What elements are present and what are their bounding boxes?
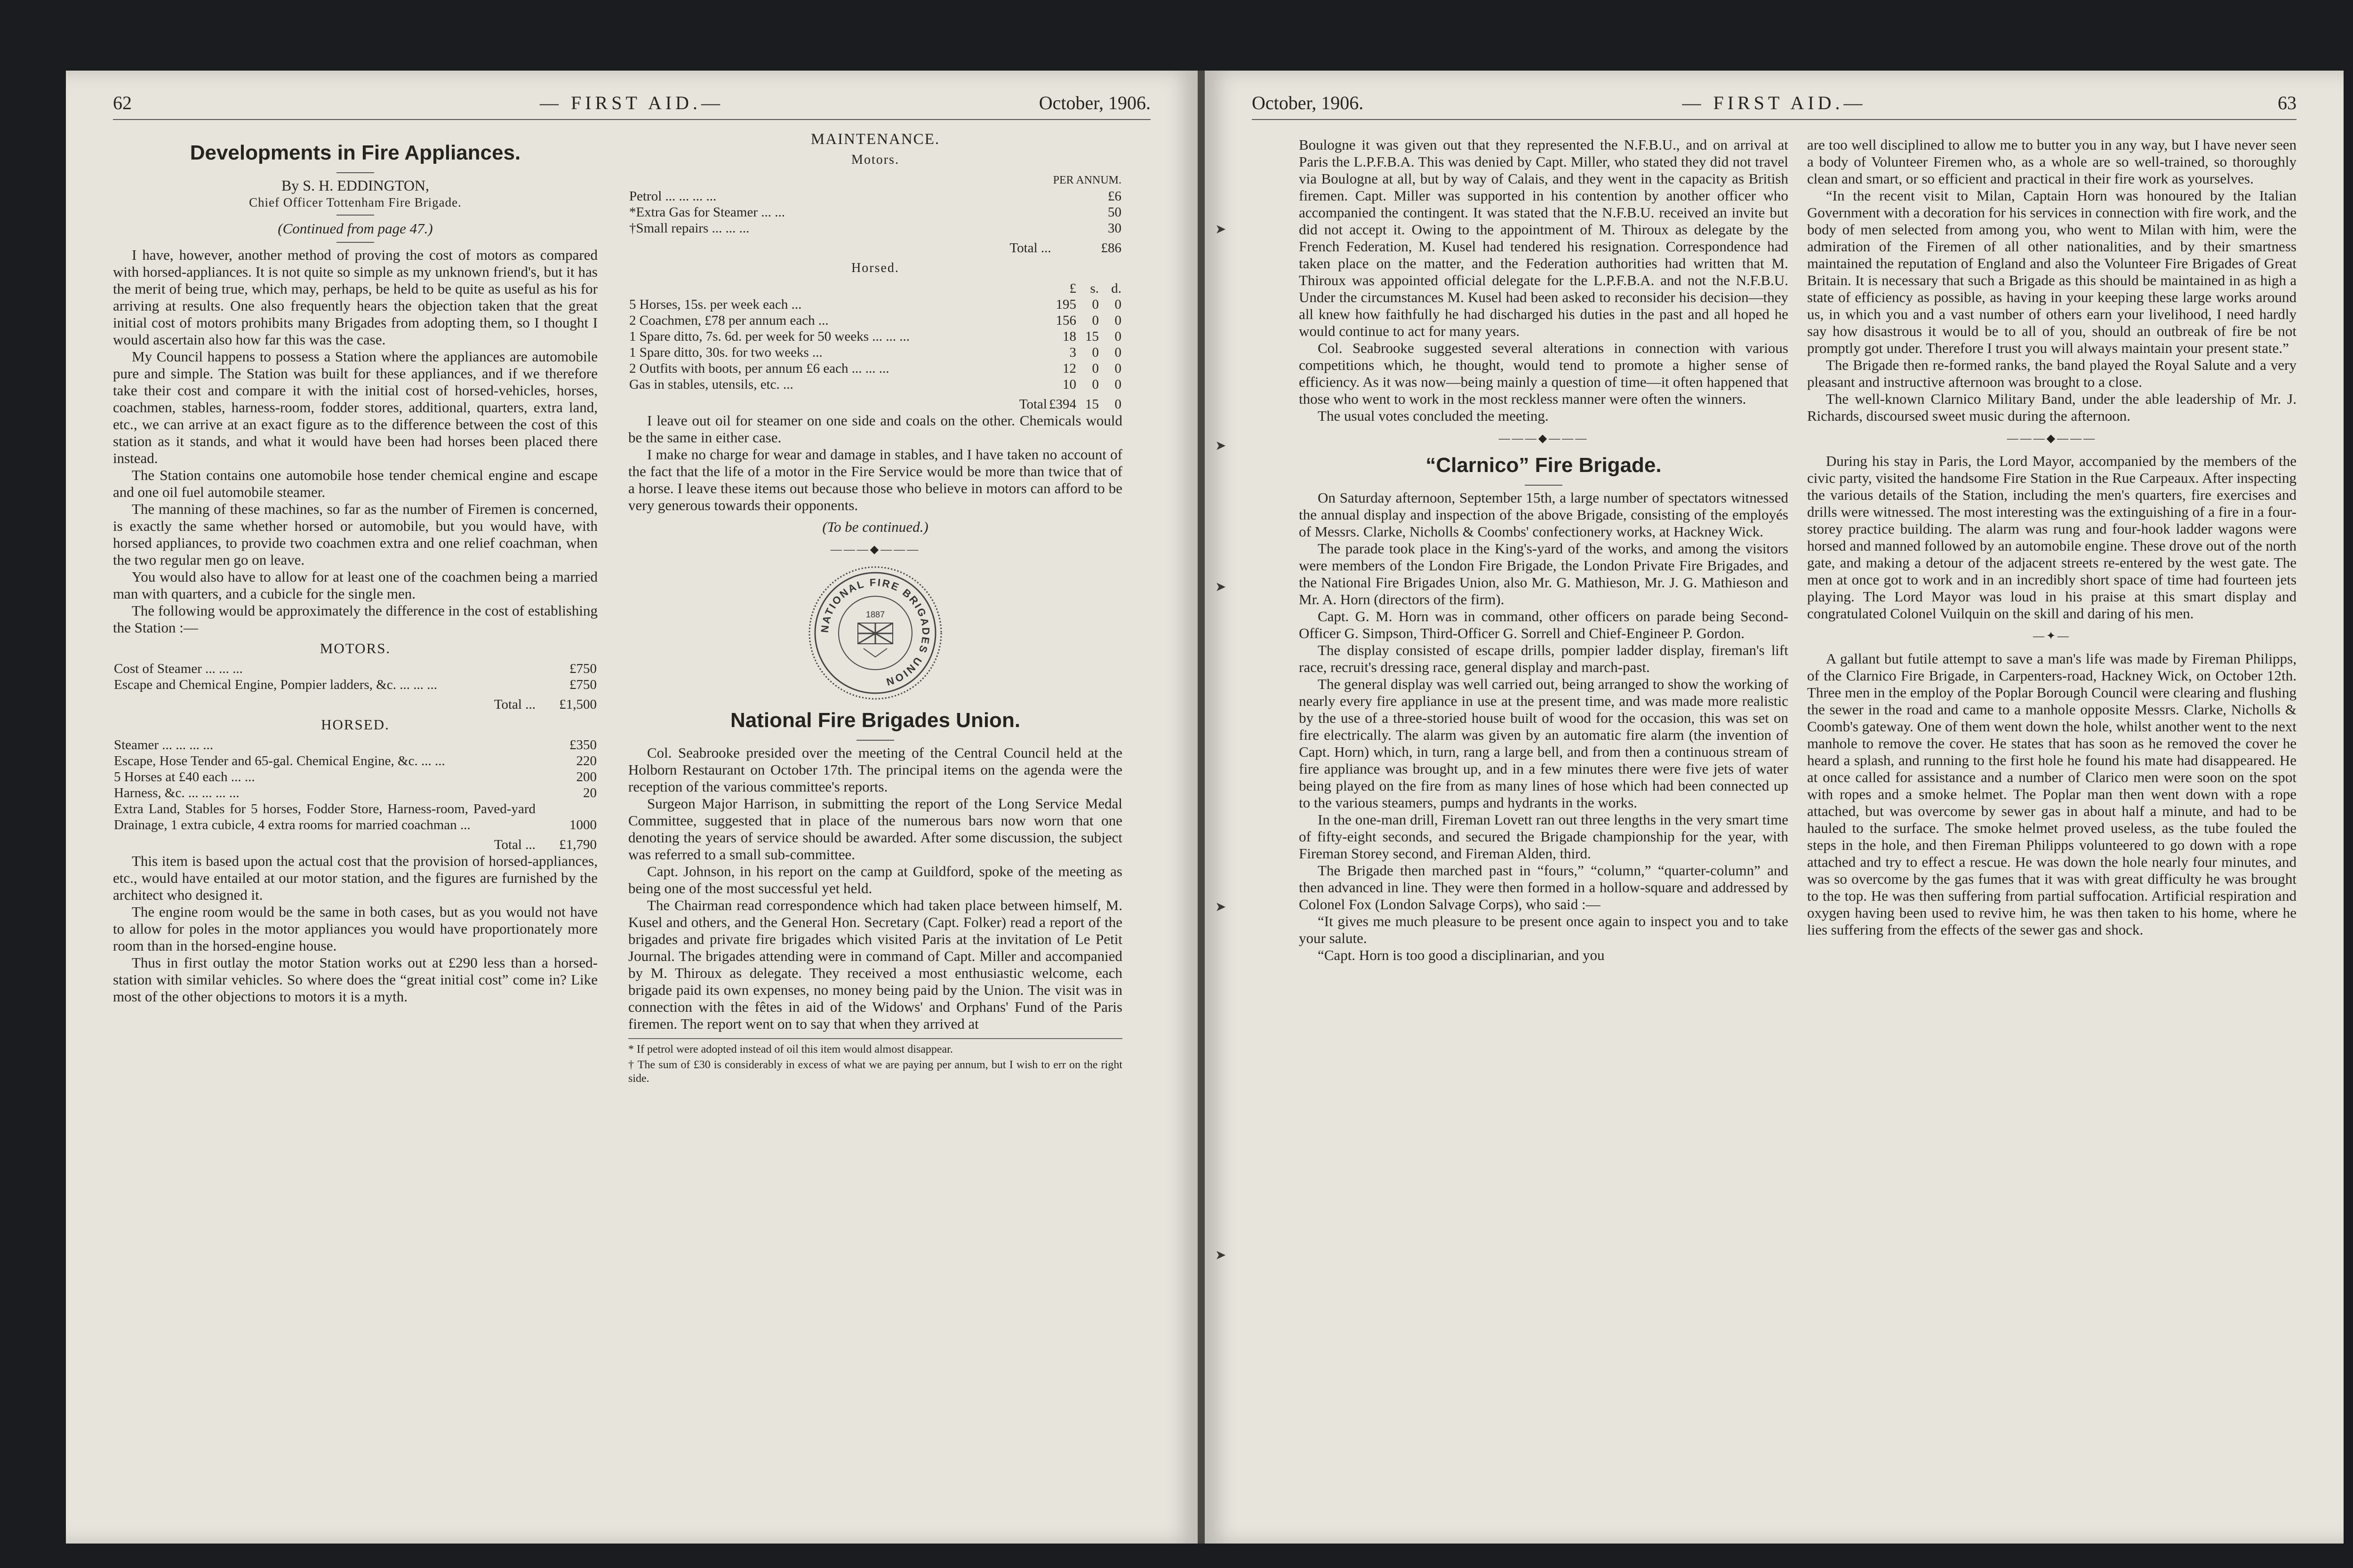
paragraph: Capt. G. M. Horn was in command, other officers on parade being Second-Officer G. Simpson, Third-Officer G. Sorrell and Chief-Engineer P. Gordon. — [1299, 608, 1788, 641]
table-cell: Extra Land, Stables for 5 horses, Fodder Store, Harness-room, Paved-yard Drainage, 1 extra cubicle, 4 extra rooms for married coachman ... — [114, 801, 536, 832]
paragraph: On Saturday afternoon, September 15th, a large number of spectators witnessed the annual display and inspection of the above Brigade, consisting of the employés of Messrs. Clarke, Nicholls & Coombs' confectionery works, at Hackney Wick. — [1299, 489, 1788, 540]
paragraph: The display consisted of escape drills, pompier ladder display, fireman's lift race, recruit's dressing race, general display and march-past. — [1299, 642, 1788, 675]
table-row — [113, 737, 598, 753]
author-credential: Chief Officer Tottenham Fire Brigade. — [249, 195, 462, 209]
paragraph: “It gives me much pleasure to be present once again to inspect you and to take your salute. — [1299, 913, 1788, 946]
table-cell: 0 — [1114, 329, 1121, 344]
table-cell: £6 — [1108, 189, 1121, 204]
paragraph: The following would be approximately the difference in the cost of establishing the Station :— — [113, 602, 598, 636]
table-subheading: Horsed. — [851, 261, 899, 275]
column-header: s. — [1090, 281, 1099, 296]
article-title: National Fire Brigades Union. — [730, 709, 1021, 732]
divider — [856, 740, 894, 741]
nfbu-seal-emblem — [807, 565, 944, 701]
table-cell: 156 — [1056, 313, 1076, 328]
paragraph: This item is based upon the actual cost that the provision of horsed-appliances, etc., would have entailed at our motor station, and the figures are furnished by the architect who designed it. — [113, 853, 598, 903]
table-cell: Escape and Chemical Engine, Pompier ladders, &c. ... ... ... — [114, 677, 437, 692]
paragraph: I leave out oil for steamer on one side and coals on the other. Chemicals would be the same in either case. — [628, 412, 1122, 446]
table-subheading: Motors. — [851, 152, 899, 167]
table-cell: 1 Spare ditto, 7s. 6d. per week for 50 weeks ... ... ... — [629, 329, 910, 344]
table-cell: 0 — [1114, 313, 1121, 328]
ornament-divider: ———◆——— — [830, 544, 920, 556]
paragraph: Capt. Johnson, in his report on the camp at Guildford, spoke of the meeting as being one of the most successful yet held. — [628, 863, 1122, 896]
article-title: Developments in Fire Appliances. — [190, 141, 521, 164]
article-title: “Clarnico” Fire Brigade. — [1425, 454, 1662, 477]
binding-mark: ➤ — [1215, 222, 1226, 237]
paragraph: The well-known Clarnico Military Band, under the able leadership of Mr. J. Richards, discoursed sweet music during the afternoon. — [1807, 391, 2297, 424]
journal-title: — FIRST AID.— — [539, 92, 724, 113]
table-cell: Total ... — [494, 697, 536, 712]
table-cell: Petrol ... ... ... ... — [629, 189, 717, 204]
page-number: 62 — [113, 92, 132, 113]
table-cell: Total — [1019, 397, 1047, 412]
byline: By S. H. EDDINGTON, — [281, 177, 430, 194]
table-total-row — [113, 833, 598, 853]
table-row — [628, 344, 1122, 360]
table-cell: £750 — [569, 677, 597, 692]
ornament-divider: ———◆——— — [2007, 432, 2097, 445]
paragraph: My Council happens to possess a Station where the appliances are automobile pure and simple. The Station was built for these appliances, and if we therefore take their cost and compare it with the initial cost of horsed-vehicles, horses, coachmen, stables, harness-room, fodder stores, additional, quarters, extra land, etc., we can arrive at an exact figure as to the difference between the cost of this station as it stands, and what it would have been had horses been placed there instead. — [113, 348, 598, 466]
footnote: * If petrol were adopted instead of oil this item would almost disappear. — [628, 1043, 953, 1056]
continued-note: (Continued from page 47.) — [278, 220, 433, 237]
paragraph: I make no charge for wear and damage in stables, and I have taken no account of the fact that the life of a motor in the Fire Service would be more than twice that of a horse. I leave these items out because those who believe in motors can afford to be very generous towards their opponents. — [628, 446, 1122, 513]
table-row — [628, 376, 1122, 392]
table-row — [628, 204, 1122, 220]
table-cell: £1,790 — [559, 837, 597, 852]
issue-date: October, 1906. — [1039, 92, 1151, 113]
table-row — [113, 677, 598, 693]
table-cell: Gas in stables, utensils, etc. ... — [629, 377, 793, 392]
issue-date: October, 1906. — [1252, 92, 1364, 113]
table-cell: 195 — [1056, 297, 1076, 312]
left-page — [66, 71, 1198, 1544]
table-cell: 0 — [1092, 377, 1099, 392]
table-cell: 0 — [1092, 345, 1099, 360]
table-cell: £750 — [569, 661, 597, 676]
table-cell: *Extra Gas for Steamer ... ... — [629, 205, 785, 220]
right-column — [628, 127, 1122, 1088]
paragraph: I have, however, another method of proving the cost of motors as compared with horsed-appliances. It is not quite so simple as my unknown friend's, but it has the merit of being true, which may, perhaps, be held to be quite as useful as his for arriving at results. One also frequently hears the objection taken that the great initial cost of motors prohibits many Brigades from adopting them, so I thought I would ascertain also how far this was the case. — [113, 247, 598, 348]
ornament-divider: ———◆——— — [1498, 432, 1589, 445]
table-cell: 30 — [1108, 221, 1121, 236]
left-column — [1299, 136, 1788, 964]
table-cell: 0 — [1114, 377, 1121, 392]
table-cell: 20 — [583, 785, 597, 800]
table-row — [113, 661, 598, 677]
binding-mark: ➤ — [1215, 439, 1226, 453]
table-cell: 10 — [1063, 377, 1076, 392]
table-cell: 0 — [1114, 397, 1121, 412]
table-row — [628, 296, 1122, 312]
table-row — [113, 769, 598, 785]
table-cell: 0 — [1092, 297, 1099, 312]
paragraph: You would also have to allow for at least one of the coachmen being a married man with quarters, and a cubicle for the single men. — [113, 568, 598, 602]
paragraph: A gallant but futile attempt to save a man's life was made by Fireman Philipps, of the Clarnico Fire Brigade, in Carpenters-road, Hackney Wick, on October 12th. Three men in the employ of the Poplar Borough Council were clearing and flushing the sewer in the road and came to a manhole opposite Messrs. Clarke, Nicholls & Coomb's gateway. One of them went down the hole, whilst another went to the next manhole to remove the cover. He states that has soon as he removed the cover he heard a splash, and running to the first hole he found his mate had disappeared. He at once called for assistance and a number of Clarico men were soon on the spot with ropes and a smoke helmet. The Poplar man then went down with a rope attached, but was overcome by sewer gas in about half a minute, and had to be hauled to the surface. The smoke helmet proved useless, as the tube fouled the steps in the hole, and then Fireman Philipps volunteered to go down with a rope attached and try to effect a rescue. He was down the hole nearly four minutes, and was so overcome by the gas fumes that it was with great difficulty he was brought to the top. He was then suffering from partial suffocation. Artificial respiration and oxygen having been used to revive him, he was then taken to his home, where he lies suffering from the effects of the sewer gas and shock. — [1807, 650, 2297, 938]
binding-mark: ➤ — [1215, 580, 1226, 594]
cost-table-motors — [113, 661, 598, 712]
paragraph: are too well disciplined to allow me to butter you in any way, but I have never seen a body of Volunteer Firemen who, as a whole are so well-trained, so thoroughly clean and smart, or so efficient and practical in their fire work as yourselves. — [1807, 136, 2297, 187]
table-row — [628, 188, 1122, 204]
to-be-continued: (To be continued.) — [822, 519, 928, 535]
table-cell: 3 — [1069, 345, 1076, 360]
paragraph: Thus in first outlay the motor Station works out at £290 less than a horsed-station with similar vehicles. So where does the “great initial cost” come in? Like most of the other objections to motors it is a myth. — [113, 954, 598, 1005]
table-heading: HORSED. — [321, 716, 390, 733]
divider — [336, 215, 374, 216]
table-row — [628, 220, 1122, 236]
table-cell: 1 Spare ditto, 30s. for two weeks ... — [629, 345, 823, 360]
table-cell: †Small repairs ... ... ... — [629, 221, 750, 236]
paragraph: The Brigade then marched past in “fours,” “column,” “quarter-column” and then advanced in line. They were then formed in a hollow-square and addressed by Colonel Fox (London Salvage Corps), who said :— — [1299, 862, 1788, 912]
seal-ring-text: NATIONAL FIRE BRIGADES UNION — [818, 576, 932, 688]
table-row — [113, 785, 598, 801]
table-cell: Escape, Hose Tender and 65-gal. Chemical Engine, &c. ... ... — [114, 753, 445, 768]
table-cell: Cost of Steamer ... ... ... — [114, 661, 243, 676]
column-header: d. — [1111, 281, 1121, 296]
table-total-row — [113, 693, 598, 712]
table-cell: 2 Coachmen, £78 per annum each ... — [629, 313, 829, 328]
footnotes — [628, 1038, 1122, 1086]
table-cell: 15 — [1085, 329, 1099, 344]
table-cell: 50 — [1108, 205, 1121, 220]
column-header: £ — [1069, 281, 1076, 296]
footnote: † The sum of £30 is considerably in excess of what we are paying per annum, but I wish to err on the right side. — [628, 1059, 1122, 1085]
table-total-row — [628, 392, 1122, 412]
binding-mark: ➤ — [1215, 1248, 1226, 1263]
table-row — [628, 328, 1122, 344]
journal-title: — FIRST AID.— — [1682, 92, 1866, 113]
paragraph: The engine room would be the same in both cases, but as you would not have to allow for poles in the motor appliances you would have proportionately more room than in the horsed-engine house. — [113, 904, 598, 954]
paragraph: The manning of these machines, so far as the number of Firemen is concerned, is exactly the same whether horsed or automobile, but you would have, with horsed appliances, to provide two coachmen extra and one relief coachman, when the two regular men go on leave. — [113, 501, 598, 568]
table-cell: £86 — [1101, 240, 1121, 256]
table-heading: MAINTENANCE. — [810, 131, 940, 148]
table-cell: 0 — [1092, 361, 1099, 376]
table-header-row — [628, 172, 1122, 188]
paragraph: The parade took place in the King's-yard of the works, and among the visitors were members of the London Fire Brigade, the London Private Fire Brigades, and the National Fire Brigades Union, also Mr. G. Mathieson, Mr. J. G. Mathieson and Mr. A. Horn (directors of the firm). — [1299, 540, 1788, 608]
table-cell: 0 — [1092, 313, 1099, 328]
divider — [336, 242, 374, 243]
table-cell: 0 — [1114, 361, 1121, 376]
maintenance-table-motors — [628, 172, 1122, 256]
paragraph: Col. Seabrooke presided over the meeting of the Central Council held at the Holborn Restaurant on October 17th. The principal items on the agenda were the reception of the various committee's reports. — [628, 744, 1122, 795]
table-heading: MOTORS. — [320, 640, 391, 656]
binding-mark: ➤ — [1215, 900, 1226, 914]
table-row — [113, 801, 598, 833]
left-column — [113, 136, 598, 1005]
table-cell: 1000 — [569, 817, 597, 832]
paragraph: The usual votes concluded the meeting. — [1318, 408, 1549, 424]
table-cell: 0 — [1114, 345, 1121, 360]
right-column — [1807, 136, 2297, 938]
running-header — [1252, 92, 2297, 120]
paragraph: The general display was well carried out, being arranged to show the working of nearly every fire appliance in use at the present time, and was made more realistic by the use of a three-storied house built of wood for the occasion, this was set on fire electrically. The alarm was given by an automatic fire alarm (the invention of Capt. Horn) which, in turn, rang a large bell, and from then a continuous stream of fire appliance was brought up, and in a few minutes there were five jets of water being played on the fire from as many lines of hose which had been connected up to the various steamers, pumps and hydrants in the works. — [1299, 676, 1788, 811]
table-cell: Harness, &c. ... ... ... ... — [114, 785, 240, 800]
seal-year: 1887 — [865, 610, 885, 619]
table-cell: 15 — [1085, 397, 1099, 412]
running-header — [113, 92, 1151, 120]
column-header: PER ANNUM. — [1053, 174, 1121, 186]
page-gutter — [1198, 71, 1205, 1544]
table-total-row — [628, 236, 1122, 256]
table-cell: 2 Outfits with boots, per annum £6 each ... ... ... — [629, 361, 889, 376]
maintenance-table-horsed — [628, 280, 1122, 412]
cost-table-horsed — [113, 737, 598, 853]
paragraph: Surgeon Major Harrison, in submitting the report of the Long Service Medal Committee, suggested that in place of the numerous bars now worn that one denoting the years of service should be awarded. After some discussion, the subject was referred to a small sub-committee. — [628, 795, 1122, 863]
table-cell: Total ... — [494, 837, 536, 852]
ornament-divider: —✦— — [2033, 630, 2071, 642]
paragraph: The Chairman read correspondence which had taken place between himself, M. Kusel and others, and the General Hon. Secretary (Capt. Folker) read a report of the brigades and private fire brigades which visited Paris at the invitation of Le Petit Journal. The brigades attending were in command of Capt. Miller and accompanied by M. Thiroux as delegate. They received a most enthusiastic welcome, each brigade paid its own expenses, no money being paid by the Union. The visit was in connection with the fêtes in aid of the Widows' and Orphans' Fund of the Paris firemen. The report went on to say that when they arrived at — [628, 897, 1122, 1032]
paragraph: Col. Seabrooke suggested several alterations in connection with various competitions which, he thought, would tend to promote a higher sense of efficiency. As it was now—being mainly a question of time—it often happened that those who went to work in the most reckless manner were often the winners. — [1299, 340, 1788, 407]
table-cell: Total ... — [1009, 240, 1051, 256]
paragraph: During his stay in Paris, the Lord Mayor, accompanied by the members of the civic party, visited the handsome Fire Station in the Rue Carpeaux. After inspecting the various details of the Station, including the men's quarters, fire exercises and drills were witnessed. The most interesting was the extinguishing of a fire in a four-storey practice building. The alarm was rung and four-hook ladder wagons were horsed and manned followed by an automobile engine. These drove out of the north gate, and making a detour of the adjacent streets re-entered by the west gate. The men at once got to work and in an incredibly short space of time had fourteen jets playing. The Lord Mayor was loud in his praise at this smart display and congratulated Colonel Vuilquin on the skill and daring of his men. — [1807, 453, 2297, 622]
divider — [336, 172, 374, 173]
page-number: 63 — [2278, 92, 2297, 113]
paragraph: The Station contains one automobile hose tender chemical engine and escape and one oil fuel automobile steamer. — [113, 467, 598, 500]
paragraph: “Capt. Horn is too good a disciplinarian, and you — [1318, 947, 1605, 963]
table-cell: Steamer ... ... ... ... — [114, 737, 214, 752]
table-header-row — [628, 280, 1122, 296]
table-cell: £394 — [1049, 397, 1076, 412]
right-page — [1205, 71, 2344, 1544]
table-cell: 220 — [576, 753, 597, 768]
table-cell: 5 Horses, 15s. per week each ... — [629, 297, 802, 312]
paragraph: In the one-man drill, Fireman Lovett ran out three lengths in the very smart time of fifty-eight seconds, and secured the Brigade championship for the year, with Fireman Storey second, and Fireman Alden, third. — [1299, 811, 1788, 862]
table-cell: 200 — [576, 769, 597, 784]
table-row — [113, 753, 598, 769]
paragraph: Boulogne it was given out that they represented the N.F.B.U., and on arrival at Paris the L.P.F.B.A. This was denied by Capt. Miller, who stated they did not travel via Boulogne at all, but by way of Calais, and they went in the capacity as British firemen. Capt. Miller was supported in his contention by another officer who accompanied the contingent. It was stated that the N.F.B.U. received an invite but did not accept it. Owing to the appointment of M. Thiroux as delegate by the French Federation, M. Kusel had tendered his resignation. Correspondence had taken place on the matter, and the Federation authorities had written that M. Thiroux was appointed official delegate for the L.P.F.B.A. and not the N.F.B.U. Under the circumstances M. Kusel had been asked to reconsider his decision—they all knew how faithfully he had discharged his duties in the past and all hoped he would continue to act for many years. — [1299, 136, 1788, 339]
table-cell: £1,500 — [559, 697, 597, 712]
table-cell: 0 — [1114, 297, 1121, 312]
table-row — [628, 312, 1122, 328]
table-row — [628, 360, 1122, 376]
table-cell: 18 — [1063, 329, 1076, 344]
table-cell: £350 — [569, 737, 597, 752]
table-cell: 12 — [1063, 361, 1076, 376]
paragraph: “In the recent visit to Milan, Captain Horn was honoured by the Italian Government with a decoration for his services in connection with fire work, and the body of men selected from among you, who went to Milan with him, were the admiration of the Firemen of all other nationalities, and by their smartness maintained the reputation of England and also the Volunteer Fire Brigades of Great Britain. It is necessary that such a Brigade as this should be maintained in as high a state of efficiency as possible, as having in your keeping these large works around us, in which you and a vast number of others earn your livelihood, I need hardly say how disastrous it would be to all of you, should an outbreak of fire be not promptly got under. Therefore I trust you will always maintain your present state.” — [1807, 187, 2297, 356]
paragraph: The Brigade then re-formed ranks, the band played the Royal Salute and a very pleasant and instructive afternoon was brought to a close. — [1807, 357, 2297, 390]
divider — [1525, 485, 1562, 486]
table-cell: 5 Horses at £40 each ... ... — [114, 769, 255, 784]
